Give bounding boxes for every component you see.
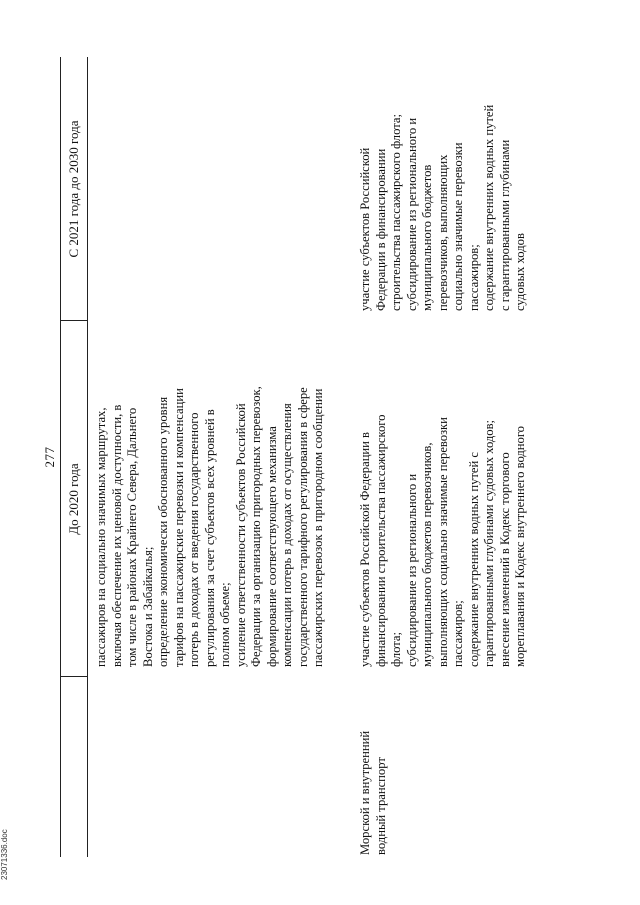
rotated-page [42,57,572,857]
document-id: 23071336.doc [0,829,9,880]
table-cell-sector: Морской и внутренний водный транспорт [358,730,388,855]
table-header [60,57,88,857]
table-cell-until-2020: пассажиров на социально значимых маршрутах, включая обеспечение их ценовой доступности, в том числе в районах Крайнего Севера, Дальнего Востока и Забайкалья; определение экономически обоснованного уровня тарифов на пассажирские перевозки и компенсации потерь в доходах от введения государственного регулирования за счет субъектов всех уровней в полном объеме; усиление ответственности субъектов Российской Федерации за организацию пригородных перевозок, формирование соответствующего механизма компенсации потерь в доходах от осуществления государственного тарифного регулирования в сфере пассажирских перевозок в пригородном сообщении [94,386,325,667]
table-cell-until-2020: участие субъектов Российской Федерации в финансировании строительства пассажирского флота; субсидирование из регионального и муниципального бюджетов перевозчиков, выполняющих социально значимые перевозки пассажиров; содержание внутренних водных путей с гарантированными глубинами судовых ходов; внесение изменений в Кодекс торгового мореплавания и Кодекс внутреннего водного [358,414,527,667]
header-sector [61,677,87,857]
table-cell-from-2021: участие субъектов Российской Федерации в финансировании строительства пассажирского флота; субсидирование из регионального и муниципального бюджетов перевозчиков, выполняющих социально значимые перевозки пассажиров; содержание внутренних водных путей с гарантированными глубинами судовых ходов [358,104,527,311]
header-until-2020: До 2020 года [66,463,81,535]
header-from-2021: С 2021 года до 2030 года [66,120,81,258]
page-number: 277 [42,446,57,468]
